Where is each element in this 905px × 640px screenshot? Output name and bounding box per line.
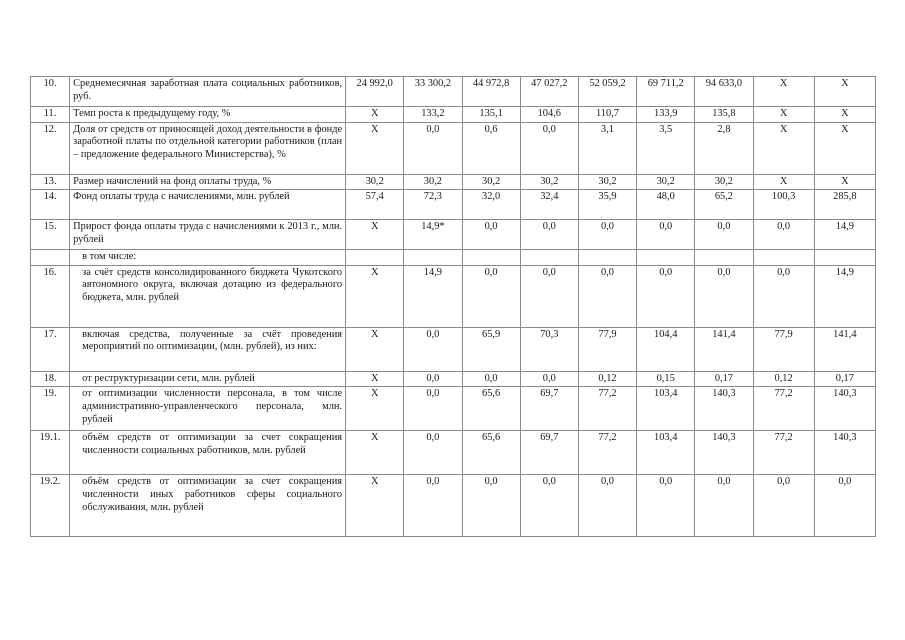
value-cell: 14,9* — [404, 220, 462, 250]
value-cell: 0,0 — [753, 265, 814, 327]
value-cell: 3,5 — [637, 122, 695, 174]
value-cell: 0,17 — [814, 371, 875, 387]
row-number: 12. — [31, 122, 70, 174]
value-cell: 32,0 — [462, 190, 520, 220]
value-cell: 0,0 — [637, 220, 695, 250]
value-cell: 0,0 — [814, 475, 875, 537]
row-label: в том числе: — [70, 250, 346, 266]
value-cell: 0,0 — [462, 265, 520, 327]
value-cell: Х — [346, 387, 404, 431]
value-cell: 0,0 — [404, 387, 462, 431]
value-cell: 141,4 — [695, 327, 753, 371]
value-cell: 0,0 — [578, 475, 636, 537]
value-cell: Х — [346, 107, 404, 123]
value-cell: 0,0 — [695, 220, 753, 250]
value-cell: 141,4 — [814, 327, 875, 371]
value-cell: 77,2 — [753, 387, 814, 431]
row-number: 15. — [31, 220, 70, 250]
value-cell: 32,4 — [520, 190, 578, 220]
value-cell: 2,8 — [695, 122, 753, 174]
table-row — [31, 371, 876, 387]
value-cell: 100,3 — [753, 190, 814, 220]
value-cell: Х — [753, 77, 814, 107]
value-cell: Х — [346, 431, 404, 475]
row-label: объём средств от оптимизации за счет сокращения численности иных работников сферы социального обслуживания, млн. рублей — [70, 475, 346, 537]
value-cell: 0,12 — [578, 371, 636, 387]
value-cell: 35,9 — [578, 190, 636, 220]
value-cell — [520, 250, 578, 266]
value-cell: 140,3 — [695, 387, 753, 431]
value-cell: 0,12 — [753, 371, 814, 387]
value-cell: 0,0 — [637, 265, 695, 327]
value-cell: Х — [814, 107, 875, 123]
value-cell — [462, 250, 520, 266]
row-number: 17. — [31, 327, 70, 371]
value-cell — [753, 250, 814, 266]
value-cell: Х — [346, 327, 404, 371]
value-cell: 0,0 — [462, 475, 520, 537]
value-cell: 30,2 — [404, 174, 462, 190]
value-cell: 0,0 — [637, 475, 695, 537]
value-cell: 30,2 — [695, 174, 753, 190]
value-cell: 0,0 — [404, 475, 462, 537]
value-cell: 57,4 — [346, 190, 404, 220]
value-cell: 77,9 — [578, 327, 636, 371]
value-cell: 0,0 — [520, 475, 578, 537]
value-cell: 0,0 — [520, 122, 578, 174]
value-cell: 77,9 — [753, 327, 814, 371]
row-number — [31, 250, 70, 266]
value-cell: 0,0 — [404, 327, 462, 371]
value-cell: 140,3 — [814, 431, 875, 475]
row-number: 18. — [31, 371, 70, 387]
value-cell: 14,9 — [404, 265, 462, 327]
value-cell: 69,7 — [520, 431, 578, 475]
value-cell: 14,9 — [814, 265, 875, 327]
value-cell: 0,0 — [520, 265, 578, 327]
value-cell: Х — [346, 475, 404, 537]
row-label: Среднемесячная заработная плата социальных работников, руб. — [70, 77, 346, 107]
value-cell: 0,0 — [578, 265, 636, 327]
value-cell: 77,2 — [753, 431, 814, 475]
value-cell: Х — [346, 265, 404, 327]
value-cell: 0,0 — [695, 475, 753, 537]
value-cell — [346, 250, 404, 266]
value-cell: 104,6 — [520, 107, 578, 123]
table-row — [31, 190, 876, 220]
value-cell: 65,9 — [462, 327, 520, 371]
row-number: 13. — [31, 174, 70, 190]
value-cell: Х — [346, 122, 404, 174]
value-cell: 103,4 — [637, 431, 695, 475]
table-row — [31, 387, 876, 431]
row-number: 10. — [31, 77, 70, 107]
table-row — [31, 220, 876, 250]
row-label: включая средства, полученные за счёт проведения мероприятий по оптимизации, (млн. рублей), из них: — [70, 327, 346, 371]
value-cell: 140,3 — [695, 431, 753, 475]
value-cell: 0,0 — [462, 220, 520, 250]
value-cell: Х — [753, 122, 814, 174]
value-cell: 0,0 — [404, 122, 462, 174]
value-cell: 70,3 — [520, 327, 578, 371]
value-cell: 69,7 — [520, 387, 578, 431]
value-cell: Х — [814, 77, 875, 107]
value-cell: 285,8 — [814, 190, 875, 220]
value-cell — [695, 250, 753, 266]
value-cell: 30,2 — [578, 174, 636, 190]
value-cell: 0,0 — [753, 475, 814, 537]
value-cell: 94 633,0 — [695, 77, 753, 107]
row-number: 11. — [31, 107, 70, 123]
table-row — [31, 327, 876, 371]
table-row — [31, 250, 876, 266]
value-cell: 44 972,8 — [462, 77, 520, 107]
value-cell: 0,0 — [753, 220, 814, 250]
value-cell: 104,4 — [637, 327, 695, 371]
value-cell — [637, 250, 695, 266]
value-cell: Х — [346, 371, 404, 387]
value-cell: Х — [814, 122, 875, 174]
table-row — [31, 265, 876, 327]
value-cell: 0,15 — [637, 371, 695, 387]
value-cell: 0,0 — [404, 371, 462, 387]
table-row — [31, 174, 876, 190]
row-label: от реструктуризации сети, млн. рублей — [70, 371, 346, 387]
row-number: 19.2. — [31, 475, 70, 537]
value-cell — [578, 250, 636, 266]
row-label: Прирост фонда оплаты труда с начислениями к 2013 г., млн. рублей — [70, 220, 346, 250]
value-cell — [404, 250, 462, 266]
value-cell: 0,0 — [520, 371, 578, 387]
value-cell: 48,0 — [637, 190, 695, 220]
table-row — [31, 77, 876, 107]
row-label: за счёт средств консолидированного бюджета Чукотского автономного округа, включая дотацию из федерального бюджета, млн. рублей — [70, 265, 346, 327]
value-cell: 110,7 — [578, 107, 636, 123]
row-number: 19.1. — [31, 431, 70, 475]
value-cell: 65,6 — [462, 387, 520, 431]
value-cell: 65,6 — [462, 431, 520, 475]
value-cell: 3,1 — [578, 122, 636, 174]
value-cell: Х — [814, 174, 875, 190]
row-label: от оптимизации численности персонала, в том числе административно-управленческого персонала, млн. рублей — [70, 387, 346, 431]
value-cell: 24 992,0 — [346, 77, 404, 107]
value-cell: 103,4 — [637, 387, 695, 431]
value-cell: 0,0 — [404, 431, 462, 475]
value-cell: 52 059,2 — [578, 77, 636, 107]
row-number: 14. — [31, 190, 70, 220]
value-cell: 72,3 — [404, 190, 462, 220]
data-table — [30, 76, 876, 537]
table-row — [31, 122, 876, 174]
table-row — [31, 475, 876, 537]
value-cell: 0,0 — [578, 220, 636, 250]
row-label: Темп роста к предыдущему году, % — [70, 107, 346, 123]
value-cell: 0,0 — [520, 220, 578, 250]
row-label: Доля от средств от приносящей доход деятельности в фонде заработной платы по отдельной категории работников (план – предложение федерального Министерства), % — [70, 122, 346, 174]
value-cell: 135,1 — [462, 107, 520, 123]
value-cell: 0,0 — [695, 265, 753, 327]
value-cell: 14,9 — [814, 220, 875, 250]
value-cell: 65,2 — [695, 190, 753, 220]
row-label: объём средств от оптимизации за счет сокращения численности социальных работников, млн. рублей — [70, 431, 346, 475]
value-cell: 133,2 — [404, 107, 462, 123]
value-cell: 140,3 — [814, 387, 875, 431]
table-row — [31, 431, 876, 475]
table-row — [31, 107, 876, 123]
value-cell: 30,2 — [520, 174, 578, 190]
value-cell: 135,8 — [695, 107, 753, 123]
value-cell — [814, 250, 875, 266]
value-cell: 47 027,2 — [520, 77, 578, 107]
value-cell: Х — [753, 174, 814, 190]
value-cell: 30,2 — [637, 174, 695, 190]
table-body — [31, 77, 876, 537]
value-cell: 30,2 — [462, 174, 520, 190]
value-cell: 69 711,2 — [637, 77, 695, 107]
value-cell: Х — [753, 107, 814, 123]
value-cell: 33 300,2 — [404, 77, 462, 107]
row-number: 16. — [31, 265, 70, 327]
value-cell: Х — [346, 220, 404, 250]
value-cell: 0,17 — [695, 371, 753, 387]
value-cell: 30,2 — [346, 174, 404, 190]
value-cell: 0,0 — [462, 371, 520, 387]
value-cell: 0,6 — [462, 122, 520, 174]
row-label: Размер начислений на фонд оплаты труда, % — [70, 174, 346, 190]
row-label: Фонд оплаты труда с начислениями, млн. рублей — [70, 190, 346, 220]
value-cell: 77,2 — [578, 431, 636, 475]
value-cell: 77,2 — [578, 387, 636, 431]
row-number: 19. — [31, 387, 70, 431]
value-cell: 133,9 — [637, 107, 695, 123]
